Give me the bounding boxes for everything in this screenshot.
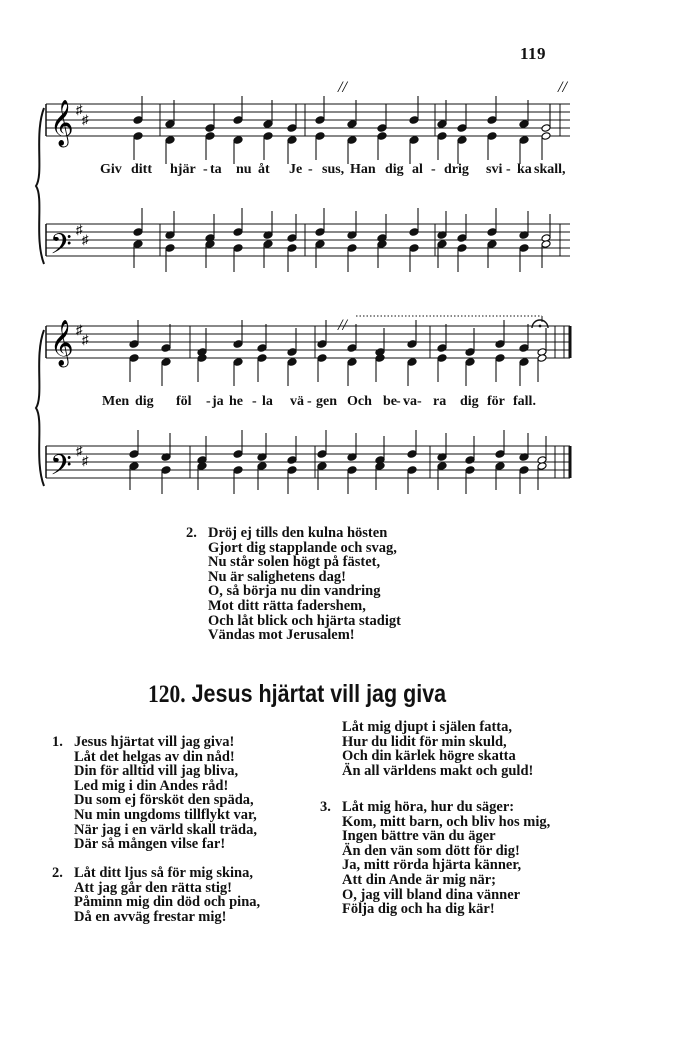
stanza-line: Kom, mitt barn, och bliv hos mig,	[342, 813, 551, 830]
stanza-line: Dröj ej tills den kulna hösten	[208, 525, 388, 541]
stanza-line: Låt ditt ljus så för mig skina,	[74, 865, 253, 881]
stanza-line: Vändas mot Jerusalem!	[208, 627, 355, 644]
brace	[36, 330, 44, 486]
stanza-number: 2.	[52, 865, 63, 881]
stanza-line: Nu min ungdoms tillflykt var,	[74, 806, 257, 823]
stanza-line: Och låt blick och hjärta stadigt	[208, 612, 401, 629]
hymn-title	[148, 680, 446, 709]
hymn-title-text: Jesus hjärtat vill jag giva	[191, 680, 447, 708]
stanza-line: O, jag vill bland dina vänner	[342, 886, 521, 903]
lyric-syllable: för	[487, 394, 505, 409]
stanza-line: Att jag går den rätta stig!	[74, 879, 232, 896]
breath-mark: //	[338, 79, 347, 96]
lyric-syllable: skall,	[534, 162, 566, 177]
lyric-syllable: -	[431, 162, 436, 177]
lyric-syllable: -	[206, 394, 211, 409]
stanza-line: Låt mig djupt i själen fatta,	[342, 719, 512, 735]
stanza-line: Gjort dig stapplande och svag,	[208, 539, 397, 556]
lyric-syllable: va	[403, 394, 417, 409]
key-signature: ♯	[82, 112, 89, 127]
key-signature: ♯	[76, 322, 83, 337]
stanza-line: Mot ditt rätta fadershem,	[208, 597, 366, 614]
music-system-1	[30, 74, 575, 284]
lyric-syllable: al	[412, 162, 423, 177]
stanza-number: 3.	[320, 799, 331, 815]
lyric-syllable: he	[229, 394, 243, 409]
lyric-syllable: gen	[316, 394, 337, 409]
lyric-syllable: -	[307, 394, 312, 409]
notes	[133, 96, 551, 272]
stanza-number: 2.	[186, 525, 197, 541]
breath-mark: //	[558, 79, 567, 96]
stanza-2	[186, 525, 401, 644]
stanza-line: Låt det helgas av din nåd!	[74, 748, 235, 765]
lyric-syllable: ka	[517, 162, 532, 177]
key-signature: ♯	[76, 102, 83, 117]
lyric-syllable: drig	[444, 162, 469, 177]
lyric-syllable: la	[262, 394, 273, 409]
stanza-line: Följa dig och ha dig kär!	[342, 901, 495, 918]
lyric-syllable: -	[417, 394, 422, 409]
stanza-2	[52, 865, 261, 925]
lyric-syllable: -	[308, 162, 313, 177]
treble-clef: 𝄞	[50, 320, 74, 366]
stanza-line: Ingen bättre vän du äger	[342, 828, 496, 845]
lyric-syllable: -	[203, 162, 208, 177]
stanza-line: Nu står solen högt på fästet,	[208, 554, 381, 571]
lyric-syllable: ta	[210, 162, 222, 177]
stanza-line: Påminn mig din död och pina,	[74, 894, 261, 911]
stanza-line: Än all världens makt och guld!	[342, 762, 534, 779]
treble-clef: 𝄞	[50, 100, 74, 146]
lyric-syllable: svi	[486, 162, 503, 177]
page-number: 119	[520, 44, 547, 63]
stanza-line: Än den vän som dött för dig!	[342, 842, 520, 859]
stanza-number: 1.	[52, 734, 63, 750]
lyric-syllable: ja	[212, 394, 224, 409]
lyric-syllable: dig	[135, 394, 154, 409]
fermata-dot	[539, 325, 542, 328]
key-signature: ♯	[76, 222, 83, 237]
lyric-syllable: ra	[433, 394, 447, 409]
stanza-line: Jesus hjärtat vill jag giva!	[74, 734, 235, 750]
treble-staff	[46, 326, 570, 358]
lyric-syllable: sus,	[322, 162, 345, 177]
lyric-syllable: -	[396, 394, 401, 409]
lyric-syllable: Men	[102, 394, 130, 409]
key-signature: ♯	[82, 453, 89, 468]
bass-staff	[46, 446, 570, 478]
brace	[36, 108, 44, 264]
key-signature: ♯	[82, 332, 89, 347]
stanza-line: Hur du lidit för min skuld,	[342, 733, 507, 750]
lyric-syllable: -	[506, 162, 511, 177]
stanza-3	[320, 799, 551, 918]
stanza-line: Där så mången vilse far!	[74, 836, 226, 853]
stanza-line: Ja, mitt rörda hjärta känner,	[342, 857, 522, 874]
stanza-line: Du som ej försköt den späda,	[74, 792, 254, 809]
lyric-syllable: be	[383, 394, 397, 409]
stanza-1	[52, 734, 257, 853]
stanza-line: Då en avväg frestar mig!	[74, 908, 227, 925]
stanza-line: Led mig i din Andes råd!	[74, 777, 229, 794]
lyric-syllable: Je	[289, 162, 303, 177]
key-signature: ♯	[82, 232, 89, 247]
lyric-syllable: dig	[460, 394, 479, 409]
lyric-syllable: åt	[258, 162, 270, 177]
lyric-syllable: ditt	[131, 162, 152, 177]
lyric-syllable: nu	[236, 162, 252, 177]
lyric-syllable: Han	[350, 162, 376, 177]
lyric-syllable: hjär	[170, 162, 196, 177]
lyric-syllable: Och	[347, 394, 372, 409]
stanza-line: När jag i en värld skall träda,	[74, 821, 257, 838]
key-signature: ♯	[76, 443, 83, 458]
bass-clef: 𝄢	[50, 228, 72, 268]
lyric-syllable: vä	[290, 394, 304, 409]
stanza-line: Låt mig höra, hur du säger:	[342, 799, 515, 815]
lyric-syllable: -	[252, 394, 257, 409]
stanza-line: Din för alltid vill jag bliva,	[74, 763, 239, 780]
stanza-line: Och din kärlek högre skatta	[342, 748, 516, 765]
lyric-syllable: dig	[385, 162, 404, 177]
stanza-line: Nu är salighetens dag!	[208, 568, 346, 585]
stanza-line: Att din Ande är mig när;	[342, 871, 497, 888]
lyric-syllable: Giv	[100, 162, 122, 177]
lyric-syllable: fall.	[513, 394, 536, 409]
breath-mark: //	[338, 317, 347, 334]
bass-clef: 𝄢	[50, 449, 72, 489]
hymn-number: 120.	[148, 681, 186, 708]
lyric-syllable: föl	[176, 394, 192, 409]
stanza-2-continued	[342, 720, 533, 778]
stanza-line: O, så börja nu din vandring	[208, 583, 381, 600]
